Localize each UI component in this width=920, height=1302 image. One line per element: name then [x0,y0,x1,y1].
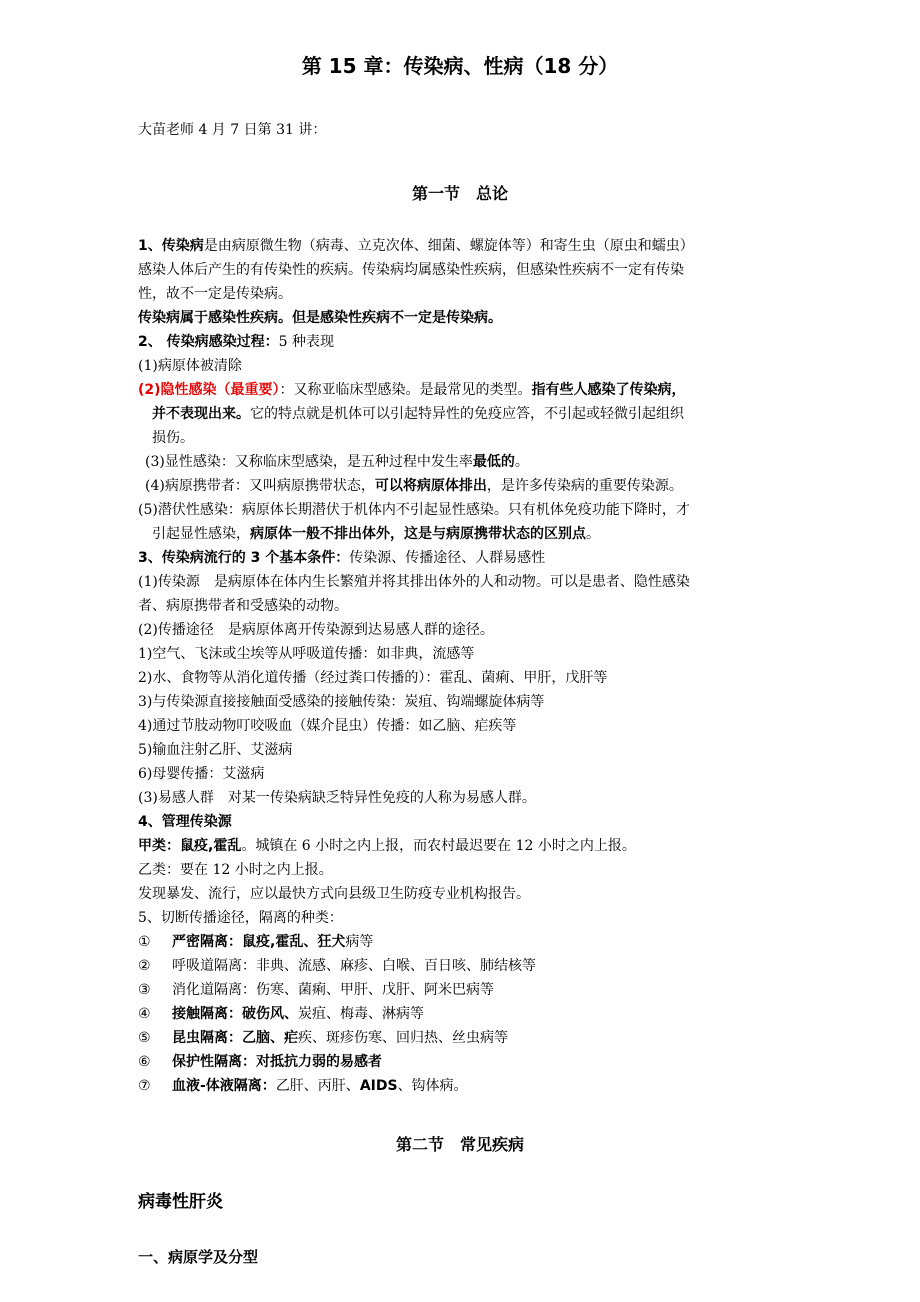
infection-item-3-text: (3)显性感染：又称临床型感染，是五种过程中发生率 [145,454,473,470]
infection-item-5-end: 。 [586,526,600,542]
class-a-line [138,834,788,858]
isolation-rest: 乙肝、丙肝、 [275,1078,360,1094]
route-item: 2)水、食物等从消化道传播（经过粪口传播的）：霍乱、菌痢、甲肝，戊肝等 [138,670,608,686]
outbreak-report-line: 发现暴发、流行，应以最快方式向县级卫生防疫专业机构报告。 [138,886,530,902]
para-5-heading: 5、切断传播途径，隔离的种类： [138,910,343,926]
infection-item-2-bold-2: 并不表现出来。 [152,406,250,422]
isolation-bold: 接触隔离：破伤风、 [172,1006,298,1022]
class-b-line: 乙类：要在 12 小时之内上报。 [138,862,333,878]
infection-item-4-end: ，是许多传染病的重要传染源。 [486,478,683,494]
para-1-num: 1、 [138,238,162,254]
para-1-line-1 [138,234,788,258]
infection-item-2-num: (2) [138,382,161,398]
isolation-rest: 病等 [345,934,374,950]
infection-item-2-text-2: 它的特点就是机体可以引起特异性的免疫应答，不引起或轻微引起组织 [250,406,684,422]
infection-item-5-line-2 [152,522,802,546]
isolation-item-3 [138,978,788,1002]
isolation-text: 呼吸道隔离：非典、流感、麻疹、白喉、百日咳、肺结核等 [172,958,536,974]
route-item: 4)通过节肢动物叮咬吸血（媒介昆虫）传播：如乙脑、疟疾等 [138,718,517,734]
route-item: 5)输血注射乙肝、艾滋病 [138,742,293,758]
isolation-num: ⑤ [138,1030,151,1046]
infection-item-4-text: (4)病原携带者：又叫病原携带状态， [145,478,375,494]
isolation-num: ③ [138,982,151,998]
infection-item-5-line-1: (5)潜伏性感染：病原体长期潜伏于机体内不引起显性感染。只有机体免疫功能下降时，才 [138,502,690,518]
para-2-rest: 5 种表现 [278,334,334,350]
infection-item-3-bold: 最低的 [472,454,515,470]
infection-item-1: (1)病原体被清除 [138,358,242,374]
isolation-bold: 严密隔离：鼠疫,霍乱、狂犬 [172,934,346,950]
para-1-bold-summary: 传染病属于感染性疾病。但是感染性疾病不一定是传染病。 [138,310,502,326]
para-4-heading: 4、管理传染源 [138,814,232,830]
infection-item-3-end: 。 [514,454,529,470]
route-item: 3)与传染源直接接触面受感染的接触传染：炭疽、钩端螺旋体病等 [138,694,545,710]
isolation-item-6 [138,1050,788,1074]
infection-item-2-text: ：又称亚临床型感染。是最常见的类型。 [279,382,532,398]
para-3-head: 3、传染病流行的 3 个基本条件： [138,550,350,566]
isolation-num: ① [138,934,151,950]
condition-1-line-2: 者、病原携带者和受感染的动物。 [138,598,348,614]
para-3-rest: 传染源、传播途径、人群易感性 [349,550,546,566]
isolation-num: ⑦ [138,1078,151,1094]
lecture-line: 大苗老师 4 月 7 日第 31 讲： [138,122,327,138]
isolation-bold: 血液-体液隔离： [172,1078,276,1094]
heading-etiology: 一、病原学及分型 [138,1248,259,1266]
para-2-heading [138,330,788,354]
isolation-num: ② [138,958,151,974]
isolation-rest-end: 、钩体病。 [397,1078,468,1094]
class-a-rest: 。城镇在 6 小时之内上报，而农村最迟要在 12 小时之内上报。 [241,838,636,854]
para-1-term: 传染病 [161,238,204,254]
infection-item-2-line-1 [138,378,788,402]
infection-item-4 [145,474,795,498]
infection-item-4-bold: 可以将病原体排出 [374,478,487,494]
condition-1-line-1: (1)传染源 是病原体在体内生长繁殖并将其排出体外的人和动物。可以是患者、隐性感染 [138,574,690,590]
route-item: 6)母婴传播：艾滋病 [138,766,265,782]
infection-item-2-bold: 指有些人感染了传染病， [531,382,686,398]
isolation-rest: 炭疽、梅毒、淋病等 [298,1006,424,1022]
infection-item-5-bold: 病原体一般不排出体外，这是与病原携带状态的区别点 [250,526,586,542]
isolation-item-1 [138,930,788,954]
isolation-bold: 保护性隔离：对抵抗力弱的易感者 [172,1054,382,1070]
chapter-title: 第 15 章：传染病、性病（18 分） [301,54,619,78]
condition-2: (2)传播途径 是病原体离开传染源到达易感人群的途径。 [138,622,494,638]
infection-item-5-text: 引起显性感染， [152,526,250,542]
route-item: 1)空气、飞沫或尘埃等从呼吸道传播：如非典，流感等 [138,646,475,662]
condition-3: (3)易感人群 对某一传染病缺乏特异性免疫的人称为易感人群。 [138,790,536,806]
infection-item-2-line-3: 损伤。 [152,430,194,446]
isolation-bold-aids: AIDS [359,1078,398,1094]
infection-item-2-line-2 [152,402,802,426]
para-3-heading [138,546,788,570]
isolation-bold: 昆虫隔离：乙脑、疟 [172,1030,298,1046]
isolation-item-4 [138,1002,788,1026]
heading-viral-hepatitis: 病毒性肝炎 [138,1192,223,1212]
para-1-line-2: 感染人体后产生的有传染性的疾病。传染病均属感染性疾病，但感染性疾病不一定有传染 [138,262,684,278]
isolation-item-5 [138,1026,788,1050]
isolation-text: 消化道隔离：伤寒、菌痢、甲肝、戊肝、阿米巴病等 [172,982,494,998]
isolation-item-7 [138,1074,788,1098]
isolation-num: ④ [138,1006,151,1022]
para-1-text: 是由病原微生物（病毒、立克次体、细菌、螺旋体等）和寄生虫（原虫和蠕虫） [203,238,694,254]
infection-item-3 [145,450,795,474]
section-heading-overview: 第一节 总论 [411,184,508,203]
isolation-rest: 疾、斑疹伤寒、回归热、丝虫病等 [298,1030,508,1046]
isolation-num: ⑥ [138,1054,151,1070]
para-1-line-3: 性，故不一定是传染病。 [138,286,292,302]
infection-item-2-term: 隐性感染（最重要） [160,382,280,398]
class-a-head: 甲类：鼠疫,霍乱 [138,838,242,854]
isolation-item-2 [138,954,788,978]
section-heading-common-diseases: 第二节 常见疾病 [395,1135,524,1154]
para-2-head: 2、 传染病感染过程： [138,334,279,350]
